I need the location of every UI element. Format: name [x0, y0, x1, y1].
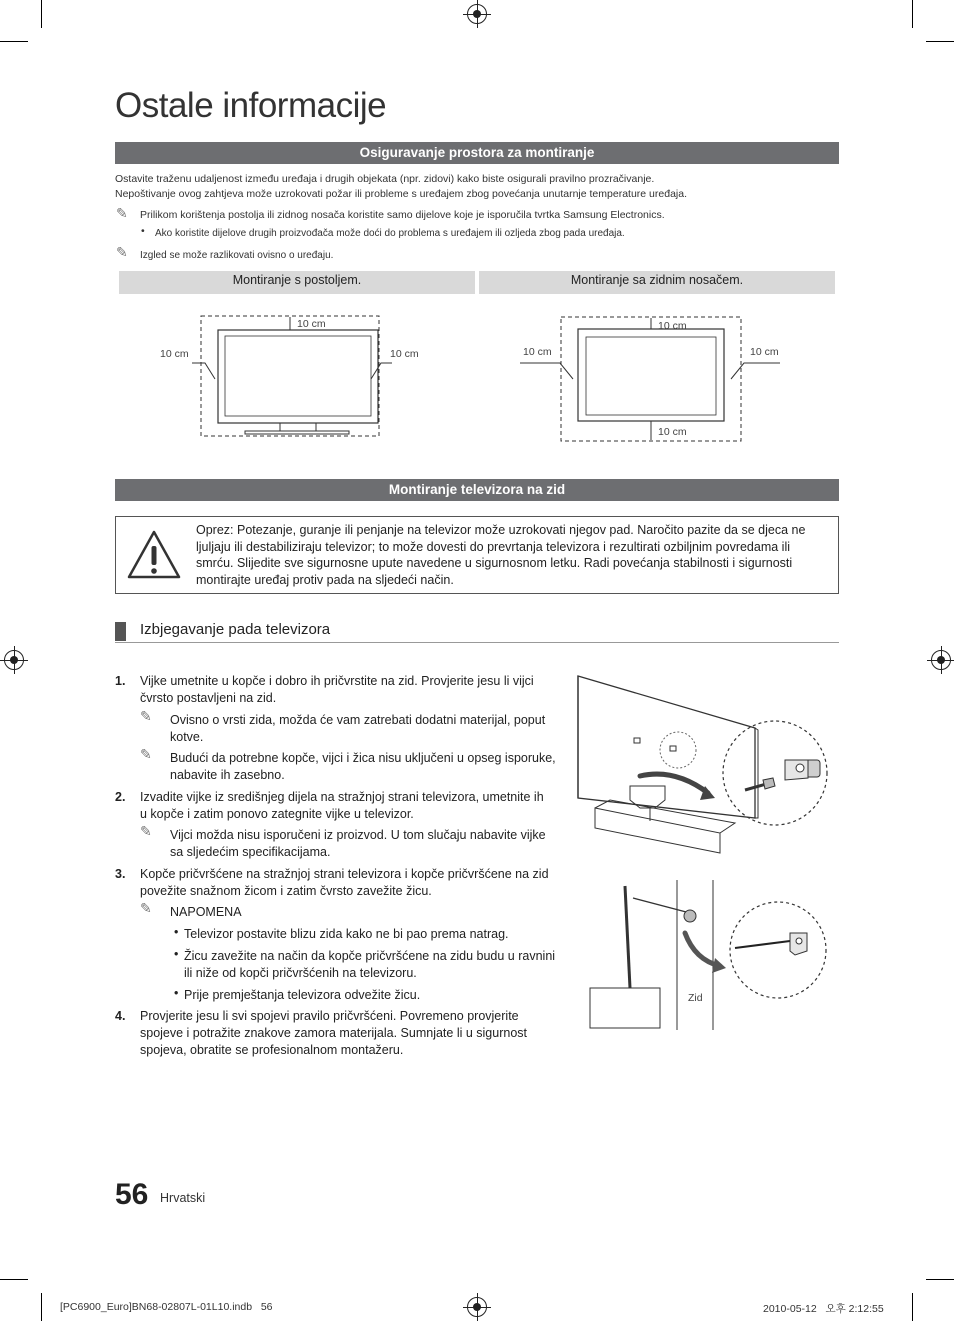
note-icon: ✎: [140, 746, 152, 762]
step-number: 3.: [115, 867, 126, 881]
crop-mark: [41, 1293, 42, 1321]
column-header-wall: Montiranje sa zidnim nosačem.: [479, 271, 835, 294]
tv-wall-diagram: [515, 305, 795, 445]
crop-mark: [926, 1279, 954, 1280]
step-note: Ovisno o vrsti zida, možda će vam zatrebati dodatni materijal, poput kotve.: [170, 713, 546, 744]
crop-mark: [0, 41, 28, 42]
wall-label: Zid: [688, 992, 703, 1004]
step-number: 2.: [115, 790, 126, 804]
bullet-icon: •: [174, 925, 179, 939]
step-note: Vijci možda nisu isporučeni iz proizvod. U tom slučaju nabavite vijke sa sljedećim specifikacijama.: [170, 828, 546, 859]
step-note: Budući da potrebne kopče, vijci i žica nisu uključeni u opseg isporuke, nabavite ih zasebno.: [170, 751, 556, 782]
note-icon: ✎: [116, 205, 128, 221]
bullet-icon: •: [174, 947, 179, 961]
subsection-title: Izbjegavanje pada televizora: [140, 621, 331, 638]
note-icon: ✎: [140, 900, 152, 916]
dimension-label: 10 cm: [523, 346, 552, 358]
note-icon: ✎: [140, 708, 152, 724]
step-text: Izvadite vijke iz središnjeg dijela na stražnjoj strani televizora, umetnite ih u kopče i zatim ponovo zategnite vijke u televizor.: [140, 790, 544, 821]
crop-mark: [0, 1279, 28, 1280]
page-number: 56: [115, 1178, 149, 1211]
intro-line: Nepoštivanje ovog zahtjeva može uzrokovati požar ili probleme s uređajem zbog povećanja unutarnje temperature uređaja.: [115, 188, 687, 200]
dimension-label: 10 cm: [160, 348, 189, 360]
crop-mark: [912, 0, 913, 28]
bullet-text: Televizor postavite blizu zida kako ne bi pao prema natrag.: [184, 927, 509, 941]
crop-mark: [912, 1293, 913, 1321]
subsection-heading: [115, 620, 839, 643]
dimension-label: 10 cm: [658, 426, 687, 438]
section-heading-clearance: Osiguravanje prostora za montiranje: [115, 142, 839, 164]
dimension-label: 10 cm: [658, 320, 687, 332]
heading-marker: [115, 622, 126, 641]
caution-box: [115, 516, 839, 594]
note-text: Izgled se može razlikovati ovisno o uređaju.: [140, 250, 334, 261]
note-label: NAPOMENA: [170, 905, 242, 919]
dimension-label: 10 cm: [750, 346, 779, 358]
tv-stand-diagram: [150, 305, 440, 440]
bullet-icon: •: [174, 986, 179, 1000]
caution-text: [196, 522, 826, 588]
wall-wire-illustration: [585, 878, 835, 1033]
step-text: Vijke umetnite u kopče i dobro ih pričvrstite na zid. Provjerite jesu li vijci čvrsto postavljeni na zid.: [140, 674, 534, 705]
note-text: Prilikom korištenja postolja ili zidnog nosača koristite samo dijelove koje je isporučila tvrtka Samsung Electronics.: [140, 209, 665, 221]
page-language: Hrvatski: [160, 1191, 206, 1205]
crop-mark: [41, 0, 42, 28]
step-text: Provjerite jesu li svi spojevi pravilo pričvršćeni. Povremeno provjerite spojeve i potražite znakove zamora materijala. Sumnjate li u sigurnost spojeva, obratite se profesionalnom montažeru.: [140, 1009, 527, 1057]
bullet-text: Prije premještanja televizora odvežite žicu.: [184, 988, 421, 1002]
intro-line: Ostavite traženu udaljenost između uređaja i drugih objekata (npr. zidovi) kako biste osigurali pravilno prozračivanje.: [115, 173, 655, 185]
registration-mark-icon: [931, 650, 951, 670]
step-number: 1.: [115, 674, 126, 688]
intro-text: [115, 172, 845, 202]
registration-mark-icon: [467, 4, 487, 24]
registration-mark-icon: [4, 650, 24, 670]
step-number: 4.: [115, 1009, 126, 1023]
note-icon: ✎: [140, 823, 152, 839]
dimension-label: 10 cm: [390, 348, 419, 360]
caution-label: Oprez: [196, 523, 231, 537]
bullet-text: Žicu zavežite na način da kopče pričvršćene na zidu budu u ravnini ili niže od kopči pričvršćenih na televizoru.: [184, 949, 556, 980]
step-text: Kopče pričvršćene na stražnjoj strani televizora i kopče pričvršćene na zid povežite snažnom žicom i zatim čvrsto zavežite žicu.: [140, 867, 549, 898]
column-header-stand: Montiranje s postoljem.: [119, 271, 475, 294]
section-heading-wall-mount: Montiranje televizora na zid: [115, 479, 839, 501]
warning-triangle-icon: [126, 529, 182, 581]
crop-mark: [926, 41, 954, 42]
bullet-icon: •: [141, 225, 145, 237]
caution-body: : Potezanje, guranje ili penjanje na televizor može uzrokovati njegov pad. Naročito pazite da se djeca ne ljuljaju ili destabiliziraju televizor; to može dovesti do prevrtanja televizora i rezultirati ozbiljnim povredama ili smrću. Slijedite sve sigurnosne upute navedene u sigurnosnom letku. Radi povećanja stabilnosti i sigurnosti montirajte uređaj protiv pada na sljedeći način.: [196, 523, 806, 587]
note-icon: ✎: [116, 244, 128, 260]
tv-back-clip-illustration: [570, 668, 835, 863]
footer-file: [PC6900_Euro]BN68-02807L-01L10.indb 56: [60, 1301, 273, 1313]
page-title: Ostale informacije: [115, 86, 387, 125]
note-bullet-text: Ako koristite dijelove drugih proizvođača može doći do problema s uređajem ili ozljeda zbog pada uređaja.: [155, 228, 625, 239]
footer-date: 2010-05-12 오후 2:12:55: [763, 1303, 884, 1315]
dimension-label: 10 cm: [297, 318, 326, 330]
registration-mark-icon: [467, 1297, 487, 1317]
